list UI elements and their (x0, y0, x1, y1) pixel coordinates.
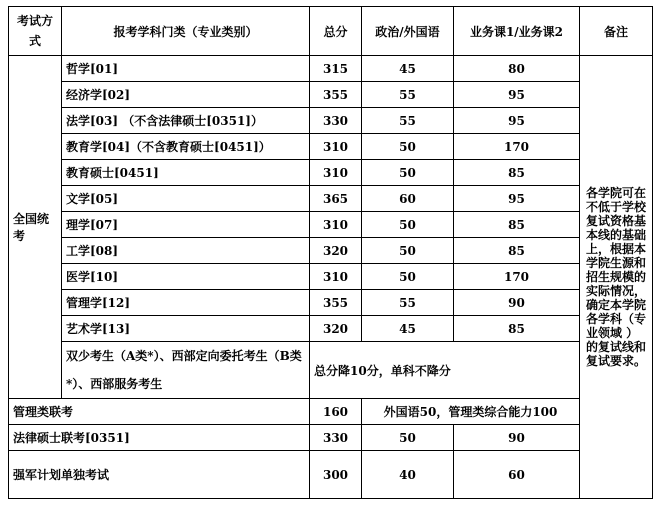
header-row (9, 7, 653, 56)
politics-cell: 55 (362, 82, 454, 108)
header-courses: 业务课1/业务课2 (454, 7, 580, 56)
category-cell: 文学[05] (62, 186, 310, 212)
army-row (9, 451, 653, 499)
politics-cell: 50 (362, 264, 454, 290)
courses-cell: 85 (454, 212, 580, 238)
table-row (9, 238, 653, 264)
total-cell: 365 (310, 186, 362, 212)
score-table (8, 6, 653, 499)
total-cell: 355 (310, 82, 362, 108)
courses-cell: 85 (454, 160, 580, 186)
management-total-cell: 160 (310, 399, 362, 425)
courses-cell: 170 (454, 264, 580, 290)
category-cell: 医学[10] (62, 264, 310, 290)
law-politics-cell: 50 (362, 425, 454, 451)
courses-cell: 95 (454, 82, 580, 108)
politics-cell: 50 (362, 238, 454, 264)
management-name-cell: 管理类联考 (9, 399, 310, 425)
special-row (9, 342, 653, 399)
category-cell: 教育学[04]（不含教育硕士[0451]） (62, 134, 310, 160)
management-row (9, 399, 653, 425)
total-cell: 310 (310, 212, 362, 238)
header-category: 报考学科门类（专业类别） (62, 7, 310, 56)
category-cell: 艺术学[13] (62, 316, 310, 342)
politics-cell: 50 (362, 212, 454, 238)
total-cell: 320 (310, 316, 362, 342)
courses-cell: 95 (454, 108, 580, 134)
courses-cell: 85 (454, 238, 580, 264)
politics-cell: 45 (362, 56, 454, 82)
management-detail-cell: 外国语50，管理类综合能力100 (362, 399, 580, 425)
politics-cell: 55 (362, 108, 454, 134)
courses-cell: 170 (454, 134, 580, 160)
remark-cell: 各学院可在不低于学校复试资格基本线的基础上，根据本学院生源和招生规模的实际情况，确定本学院各学科（专业领域 ）的复试线和复试要求。 (580, 56, 653, 499)
army-name-cell: 强军计划单独考试 (9, 451, 310, 499)
score-table-wrapper (8, 6, 653, 499)
category-cell: 教育硕士[0451] (62, 160, 310, 186)
table-row (9, 186, 653, 212)
politics-cell: 45 (362, 316, 454, 342)
courses-cell: 80 (454, 56, 580, 82)
table-row (9, 290, 653, 316)
total-cell: 310 (310, 160, 362, 186)
table-row (9, 160, 653, 186)
army-courses-cell: 60 (454, 451, 580, 499)
courses-cell: 95 (454, 186, 580, 212)
politics-cell: 60 (362, 186, 454, 212)
category-cell: 法学[03] （不含法律硕士[0351]） (62, 108, 310, 134)
army-politics-cell: 40 (362, 451, 454, 499)
table-row (9, 56, 653, 82)
total-cell: 310 (310, 264, 362, 290)
table-row (9, 108, 653, 134)
header-politics: 政治/外国语 (362, 7, 454, 56)
category-cell: 管理学[12] (62, 290, 310, 316)
law-name-cell: 法律硕士联考[0351] (9, 425, 310, 451)
header-remark: 备注 (580, 7, 653, 56)
special-rule-cell: 总分降10分，单科不降分 (310, 342, 580, 399)
category-cell: 经济学[02] (62, 82, 310, 108)
politics-cell: 50 (362, 160, 454, 186)
total-cell: 310 (310, 134, 362, 160)
courses-cell: 85 (454, 316, 580, 342)
law-total-cell: 330 (310, 425, 362, 451)
total-cell: 315 (310, 56, 362, 82)
national-exam-cell: 全国统考 (9, 56, 62, 399)
total-cell: 320 (310, 238, 362, 264)
category-cell: 哲学[01] (62, 56, 310, 82)
header-mode: 考试方式 (9, 7, 62, 56)
politics-cell: 50 (362, 134, 454, 160)
table-row (9, 134, 653, 160)
total-cell: 330 (310, 108, 362, 134)
politics-cell: 55 (362, 290, 454, 316)
table-row (9, 212, 653, 238)
category-cell: 理学[07] (62, 212, 310, 238)
total-cell: 355 (310, 290, 362, 316)
table-row (9, 316, 653, 342)
courses-cell: 90 (454, 290, 580, 316)
law-row (9, 425, 653, 451)
table-row (9, 82, 653, 108)
header-total: 总分 (310, 7, 362, 56)
special-category-cell: 双少考生（A类*）、西部定向委托考生（B类*）、西部服务考生 (62, 342, 310, 399)
category-cell: 工学[08] (62, 238, 310, 264)
law-courses-cell: 90 (454, 425, 580, 451)
table-row (9, 264, 653, 290)
army-total-cell: 300 (310, 451, 362, 499)
